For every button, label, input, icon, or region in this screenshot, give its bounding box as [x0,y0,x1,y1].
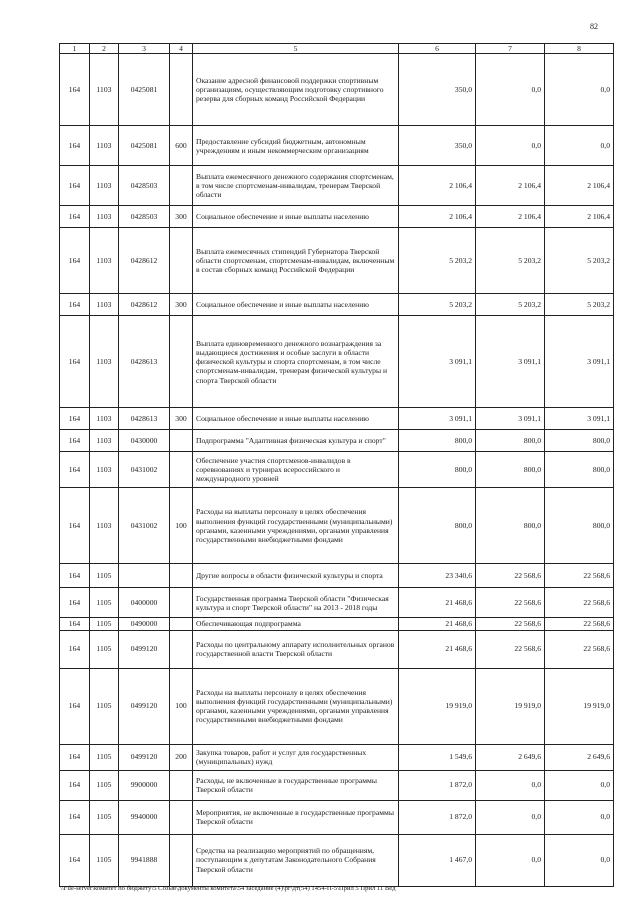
value-col8: 800,0 [545,430,614,452]
value-col6: 800,0 [399,430,476,452]
target-cell: 0431002 [119,488,170,564]
value-col6: 350,0 [399,126,476,166]
value-col6: 800,0 [399,488,476,564]
value-col7: 19 919,0 [476,668,545,744]
value-col6: 1 467,0 [399,834,476,886]
budget-table [59,43,614,887]
description-cell: Оказание адресной финансовой поддержки спортивным организациям, осуществляющим подготовку спортивного резерва для сборных команд Российской Федерации [193,54,399,126]
code-cell: 164 [60,618,90,630]
value-col7: 22 568,6 [476,564,545,588]
type-cell [170,316,193,408]
section-cell: 1103 [90,430,119,452]
value-col8: 0,0 [545,54,614,126]
value-col7: 22 568,6 [476,588,545,618]
value-col6: 19 919,0 [399,668,476,744]
section-cell: 1105 [90,770,119,800]
table-row [60,430,614,452]
table-row [60,588,614,618]
description-cell: Выплата ежемесячного денежного содержания спортсменам, в том числе спортсменам-инвалидам, тренерам Тверской области [193,166,399,206]
value-col6: 21 468,6 [399,618,476,630]
code-cell: 164 [60,452,90,488]
table-row [60,206,614,228]
target-cell: 0425081 [119,126,170,166]
value-col8: 22 568,6 [545,618,614,630]
value-col7: 3 091,1 [476,408,545,430]
type-cell: 100 [170,488,193,564]
target-cell: 0428613 [119,408,170,430]
value-col6: 1 872,0 [399,770,476,800]
value-col8: 22 568,6 [545,564,614,588]
code-cell: 164 [60,770,90,800]
col-header-1: 1 [60,44,90,54]
description-cell: Средства на реализацию мероприятий по обращениям, поступающим к депутатам Законодательного Собрания Тверской области [193,834,399,886]
section-cell: 1105 [90,618,119,630]
target-cell: 9940000 [119,800,170,834]
section-cell: 1103 [90,126,119,166]
section-cell: 1105 [90,588,119,618]
type-cell: 300 [170,294,193,316]
table-row [60,488,614,564]
type-cell [170,588,193,618]
description-cell: Расходы на выплаты персоналу в целях обеспечения выполнения функций государственными (муниципальными) органами, казенными учреждениями, органами управления государственными внебюджетными фондами [193,488,399,564]
code-cell: 164 [60,316,90,408]
code-cell: 164 [60,800,90,834]
value-col6: 5 203,2 [399,228,476,294]
type-cell [170,618,193,630]
value-col7: 800,0 [476,430,545,452]
value-col8: 22 568,6 [545,630,614,668]
col-header-5: 5 [193,44,399,54]
section-cell: 1103 [90,206,119,228]
section-cell: 1103 [90,54,119,126]
target-cell: 0428503 [119,206,170,228]
value-col7: 0,0 [476,800,545,834]
value-col7: 2 106,4 [476,166,545,206]
table-row [60,294,614,316]
type-cell [170,834,193,886]
table-row [60,166,614,206]
file-path-footer: \\File-server\комитет по бюджету\5 Созыв\документы комитета\54 заседание (4)\рг\дт(54) 1454-П-5\Прил 5 Прил 11 Вед [60,885,396,892]
type-cell [170,452,193,488]
description-cell: Выплата единовременного денежного вознаграждения за выдающиеся достижения и особые заслуги в области физической культуры и спорта спортсменам, в том числе спортсменам-инвалидам, тренерам физической культуры и спорта Тверской области [193,316,399,408]
code-cell: 164 [60,834,90,886]
type-cell: 100 [170,668,193,744]
code-cell: 164 [60,488,90,564]
col-header-6: 6 [399,44,476,54]
table-row [60,564,614,588]
code-cell: 164 [60,206,90,228]
type-cell [170,770,193,800]
table-row [60,126,614,166]
section-cell: 1105 [90,668,119,744]
code-cell: 164 [60,588,90,618]
value-col8: 0,0 [545,126,614,166]
description-cell: Социальное обеспечение и иные выплаты населению [193,206,399,228]
value-col7: 0,0 [476,126,545,166]
section-cell: 1103 [90,488,119,564]
value-col8: 19 919,0 [545,668,614,744]
section-cell: 1103 [90,452,119,488]
table-row [60,630,614,668]
value-col7: 5 203,2 [476,228,545,294]
code-cell: 164 [60,564,90,588]
type-cell: 600 [170,126,193,166]
value-col6: 800,0 [399,452,476,488]
value-col6: 3 091,1 [399,408,476,430]
code-cell: 164 [60,166,90,206]
code-cell: 164 [60,408,90,430]
col-header-2: 2 [90,44,119,54]
type-cell [170,430,193,452]
table-row [60,228,614,294]
code-cell: 164 [60,126,90,166]
description-cell: Государственная программа Тверской области "Физическая культура и спорт Тверской области" на 2013 - 2018 годы [193,588,399,618]
value-col7: 5 203,2 [476,294,545,316]
target-cell: 0431002 [119,452,170,488]
type-cell [170,54,193,126]
target-cell: 0400000 [119,588,170,618]
value-col6: 350,0 [399,54,476,126]
value-col8: 5 203,2 [545,228,614,294]
value-col8: 800,0 [545,488,614,564]
value-col7: 2 649,6 [476,744,545,770]
target-cell [119,564,170,588]
value-col7: 2 106,4 [476,206,545,228]
value-col8: 0,0 [545,800,614,834]
section-cell: 1105 [90,744,119,770]
value-col6: 2 106,4 [399,166,476,206]
page-number: 82 [590,22,598,31]
target-cell: 9941888 [119,834,170,886]
value-col6: 21 468,6 [399,588,476,618]
type-cell: 300 [170,408,193,430]
table-row [60,618,614,630]
description-cell: Обеспечивающая подпрограмма [193,618,399,630]
value-col6: 21 468,6 [399,630,476,668]
value-col6: 2 106,4 [399,206,476,228]
target-cell: 0499120 [119,744,170,770]
section-cell: 1105 [90,630,119,668]
value-col6: 1 872,0 [399,800,476,834]
target-cell: 0428613 [119,316,170,408]
value-col8: 0,0 [545,770,614,800]
value-col7: 22 568,6 [476,618,545,630]
value-col8: 3 091,1 [545,408,614,430]
description-cell: Обеспечение участия спортсменов-инвалидов в соревнованиях и турнирах всероссийского и международного уровней [193,452,399,488]
table-row [60,744,614,770]
value-col7: 0,0 [476,54,545,126]
code-cell: 164 [60,630,90,668]
section-cell: 1105 [90,834,119,886]
section-cell: 1105 [90,564,119,588]
value-col7: 22 568,6 [476,630,545,668]
target-cell: 0428612 [119,228,170,294]
col-header-3: 3 [119,44,170,54]
value-col8: 5 203,2 [545,294,614,316]
code-cell: 164 [60,294,90,316]
value-col7: 800,0 [476,488,545,564]
code-cell: 164 [60,430,90,452]
value-col8: 2 649,6 [545,744,614,770]
description-cell: Предоставление субсидий бюджетным, автономным учреждениям и иным некоммерческим организациям [193,126,399,166]
value-col8: 3 091,1 [545,316,614,408]
value-col8: 2 106,4 [545,166,614,206]
target-cell: 0430000 [119,430,170,452]
value-col8: 22 568,6 [545,588,614,618]
target-cell: 9900000 [119,770,170,800]
col-header-4: 4 [170,44,193,54]
section-cell: 1103 [90,166,119,206]
value-col7: 800,0 [476,452,545,488]
value-col8: 0,0 [545,834,614,886]
type-cell: 300 [170,206,193,228]
target-cell: 0499120 [119,630,170,668]
code-cell: 164 [60,744,90,770]
value-col6: 5 203,2 [399,294,476,316]
description-cell: Расходы, не включенные в государственные программы Тверской области [193,770,399,800]
target-cell: 0428503 [119,166,170,206]
type-cell [170,564,193,588]
description-cell: Другие вопросы в области физической культуры и спорта [193,564,399,588]
value-col6: 1 549,6 [399,744,476,770]
table-row [60,54,614,126]
table-row [60,408,614,430]
value-col6: 23 340,6 [399,564,476,588]
target-cell: 0425081 [119,54,170,126]
description-cell: Социальное обеспечение и иные выплаты населению [193,408,399,430]
section-cell: 1105 [90,800,119,834]
type-cell [170,630,193,668]
type-cell: 200 [170,744,193,770]
table-row [60,770,614,800]
table-row [60,834,614,886]
section-cell: 1103 [90,316,119,408]
description-cell: Расходы на выплаты персоналу в целях обеспечения выполнения функций государственными (муниципальными) органами, казенными учреждениями, органами управления государственными внебюджетными фондами [193,668,399,744]
value-col8: 2 106,4 [545,206,614,228]
type-cell [170,166,193,206]
table-row [60,800,614,834]
description-cell: Выплата ежемесячных стипендий Губернатора Тверской области спортсменам, спортсменам-инвалидам, включенным в состав сборных команд Российской Федерации [193,228,399,294]
type-cell [170,800,193,834]
target-cell: 0499120 [119,668,170,744]
description-cell: Социальное обеспечение и иные выплаты населению [193,294,399,316]
code-cell: 164 [60,54,90,126]
section-cell: 1103 [90,228,119,294]
value-col7: 3 091,1 [476,316,545,408]
description-cell: Подпрограмма "Адаптивная физическая культура и спорт" [193,430,399,452]
header-row [60,44,614,54]
section-cell: 1103 [90,408,119,430]
target-cell: 0428612 [119,294,170,316]
value-col8: 800,0 [545,452,614,488]
col-header-7: 7 [476,44,545,54]
description-cell: Закупка товаров, работ и услуг для государственных (муниципальных) нужд [193,744,399,770]
code-cell: 164 [60,228,90,294]
table-row [60,452,614,488]
value-col6: 3 091,1 [399,316,476,408]
table-row [60,316,614,408]
type-cell [170,228,193,294]
value-col7: 0,0 [476,770,545,800]
value-col7: 0,0 [476,834,545,886]
description-cell: Мероприятия, не включенные в государственные программы Тверской области [193,800,399,834]
col-header-8: 8 [545,44,614,54]
code-cell: 164 [60,668,90,744]
target-cell: 0490000 [119,618,170,630]
table-row [60,668,614,744]
section-cell: 1103 [90,294,119,316]
description-cell: Расходы по центральному аппарату исполнительных органов государственной власти Тверской области [193,630,399,668]
